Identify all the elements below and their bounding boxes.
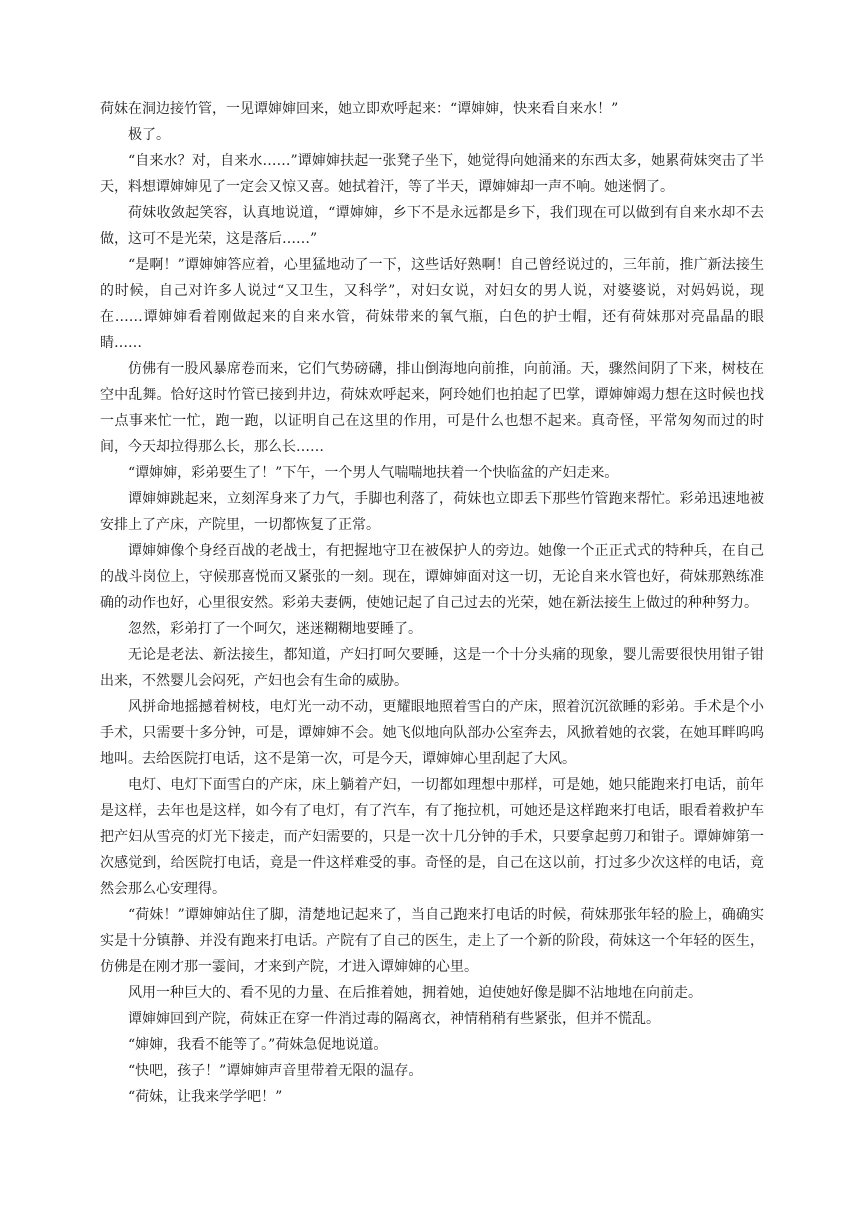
- paragraph: “谭婶婶，彩弟要生了！”下午，一个男人气喘喘地扶着一个快临盆的产妇走来。: [128, 465, 619, 481]
- paragraph: “荷妹，让我来学学吧！”: [128, 1089, 283, 1105]
- paragraph: 风用一种巨大的、看不见的力量、在后推着她，拥着她，迫使她好像是脚不沾地地在向前走。: [128, 985, 702, 1001]
- paragraph: “自来水？对，自来水……”谭婶婶扶起一张凳子坐下，她觉得向她涌来的东西太多，她累荷妹突击了半天，料想谭婶婶见了一定会又惊又喜。她拭着汗，等了半天，谭婶婶却一声不响。她迷惘了。: [100, 153, 764, 195]
- paragraph: 仿佛有一股风暴席卷而来，它们气势磅礴，排山倒海地向前推，向前涌。天，骤然间阴了下来，树枝在空中乱舞。恰好这时竹管已接到井边，荷妹欢呼起来，阿玲她们也拍起了巴掌，谭婶婶竭力想在这时候也找一点事来忙一忙，跑一跑，以证明自己在这里的作用，可是什么也想不起来。真奇怪，平常匆匆而过的时间，今天却拉得那么长，那么长……: [100, 361, 764, 455]
- paragraph: “荷妹！”谭婶婶站住了脚，清楚地记起来了，当自己跑来打电话的时候，荷妹那张年轻的脸上，确确实实是十分镇静、并没有跑来打电话。产院有了自己的医生，走上了一个新的阶段，荷妹这一个年轻的医生，仿佛是在刚才那一霎间，才来到产院，才进入谭婶婶的心里。: [100, 907, 764, 975]
- paragraph: 荷妹收敛起笑容，认真地说道，“谭婶婶，乡下不是永远都是乡下，我们现在可以做到有自来水却不去做，这可不是光荣，这是落后……”: [100, 205, 764, 247]
- document-body: [100, 96, 764, 1110]
- paragraph: 电灯、电灯下面雪白的产床，床上躺着产妇，一切都如理想中那样，可是她，她只能跑来打电话，前年是这样，去年也是这样，如今有了电灯，有了汽车，有了拖拉机，可她还是这样跑来打电话，眼看着救护车把产妇从雪亮的灯光下接走，而产妇需要的，只是一次十几分钟的手术，只要拿起剪刀和钳子。谭婶婶第一次感觉到，给医院打电话，竟是一件这样难受的事。奇怪的是，自己在这以前，打过多少次这样的电话，竟然会那么心安理得。: [100, 777, 764, 897]
- paragraph: “婶婶，我看不能等了。”荷妹急促地说道。: [128, 1037, 388, 1053]
- paragraph: 风拼命地摇撼着树枝，电灯光一动不动，更耀眼地照着雪白的产床，照着沉沉欲睡的彩弟。手术是个小手术，只需要十多分钟，可是，谭婶婶不会。她飞似地向队部办公室奔去，风掀着她的衣裳，在她耳畔呜呜地叫。去给医院打电话，这不是第一次，可是今天，谭婶婶心里刮起了大风。: [100, 699, 764, 767]
- paragraph: 荷妹在洞边接竹管，一见谭婶婶回来，她立即欢呼起来：“谭婶婶，快来看自来水！”: [100, 101, 619, 117]
- paragraph: 谭婶婶像个身经百战的老战士，有把握地守卫在被保护人的旁边。她像一个正正式式的特种兵，在自己的战斗岗位上，守候那喜悦而又紧张的一刻。现在，谭婶婶面对这一切，无论自来水管也好，荷妹那熟练准确的动作也好，心里很安然。彩弟夫妻俩，使她记起了自己过去的光荣，她在新法接生上做过的种种努力。: [100, 543, 764, 611]
- paragraph: 谭婶婶回到产院，荷妹正在穿一件消过毒的隔离衣，神情稍稍有些紧张，但并不慌乱。: [128, 1011, 660, 1027]
- paragraph: 忽然，彩弟打了一个呵欠，迷迷糊糊地要睡了。: [128, 621, 422, 637]
- paragraph: 谭婶婶跳起来，立刻浑身来了力气，手脚也利落了，荷妹也立即丢下那些竹管跑来帮忙。彩弟迅速地被安排上了产床，产院里，一切都恢复了正常。: [100, 491, 764, 533]
- paragraph: 无论是老法、新法接生，都知道，产妇打呵欠要睡，这是一个十分头痛的现象，婴儿需要很快用钳子钳出来，不然婴儿会闷死，产妇也会有生命的威胁。: [100, 647, 764, 689]
- paragraph: “快吧，孩子！”谭婶婶声音里带着无限的温存。: [128, 1063, 423, 1079]
- paragraph: 极了。: [128, 127, 170, 143]
- paragraph: “是啊！”谭婶婶答应着，心里猛地动了一下，这些话好熟啊！自己曾经说过的，三年前，推广新法接生的时候，自己对许多人说过“又卫生，又科学”，对妇女说，对妇女的男人说，对婆婆说，对妈妈说，现在……谭婶婶看着刚做起来的自来水管，荷妹带来的氧气瓶，白色的护士帽，还有荷妹那对亮晶晶的眼睛……: [100, 257, 764, 351]
